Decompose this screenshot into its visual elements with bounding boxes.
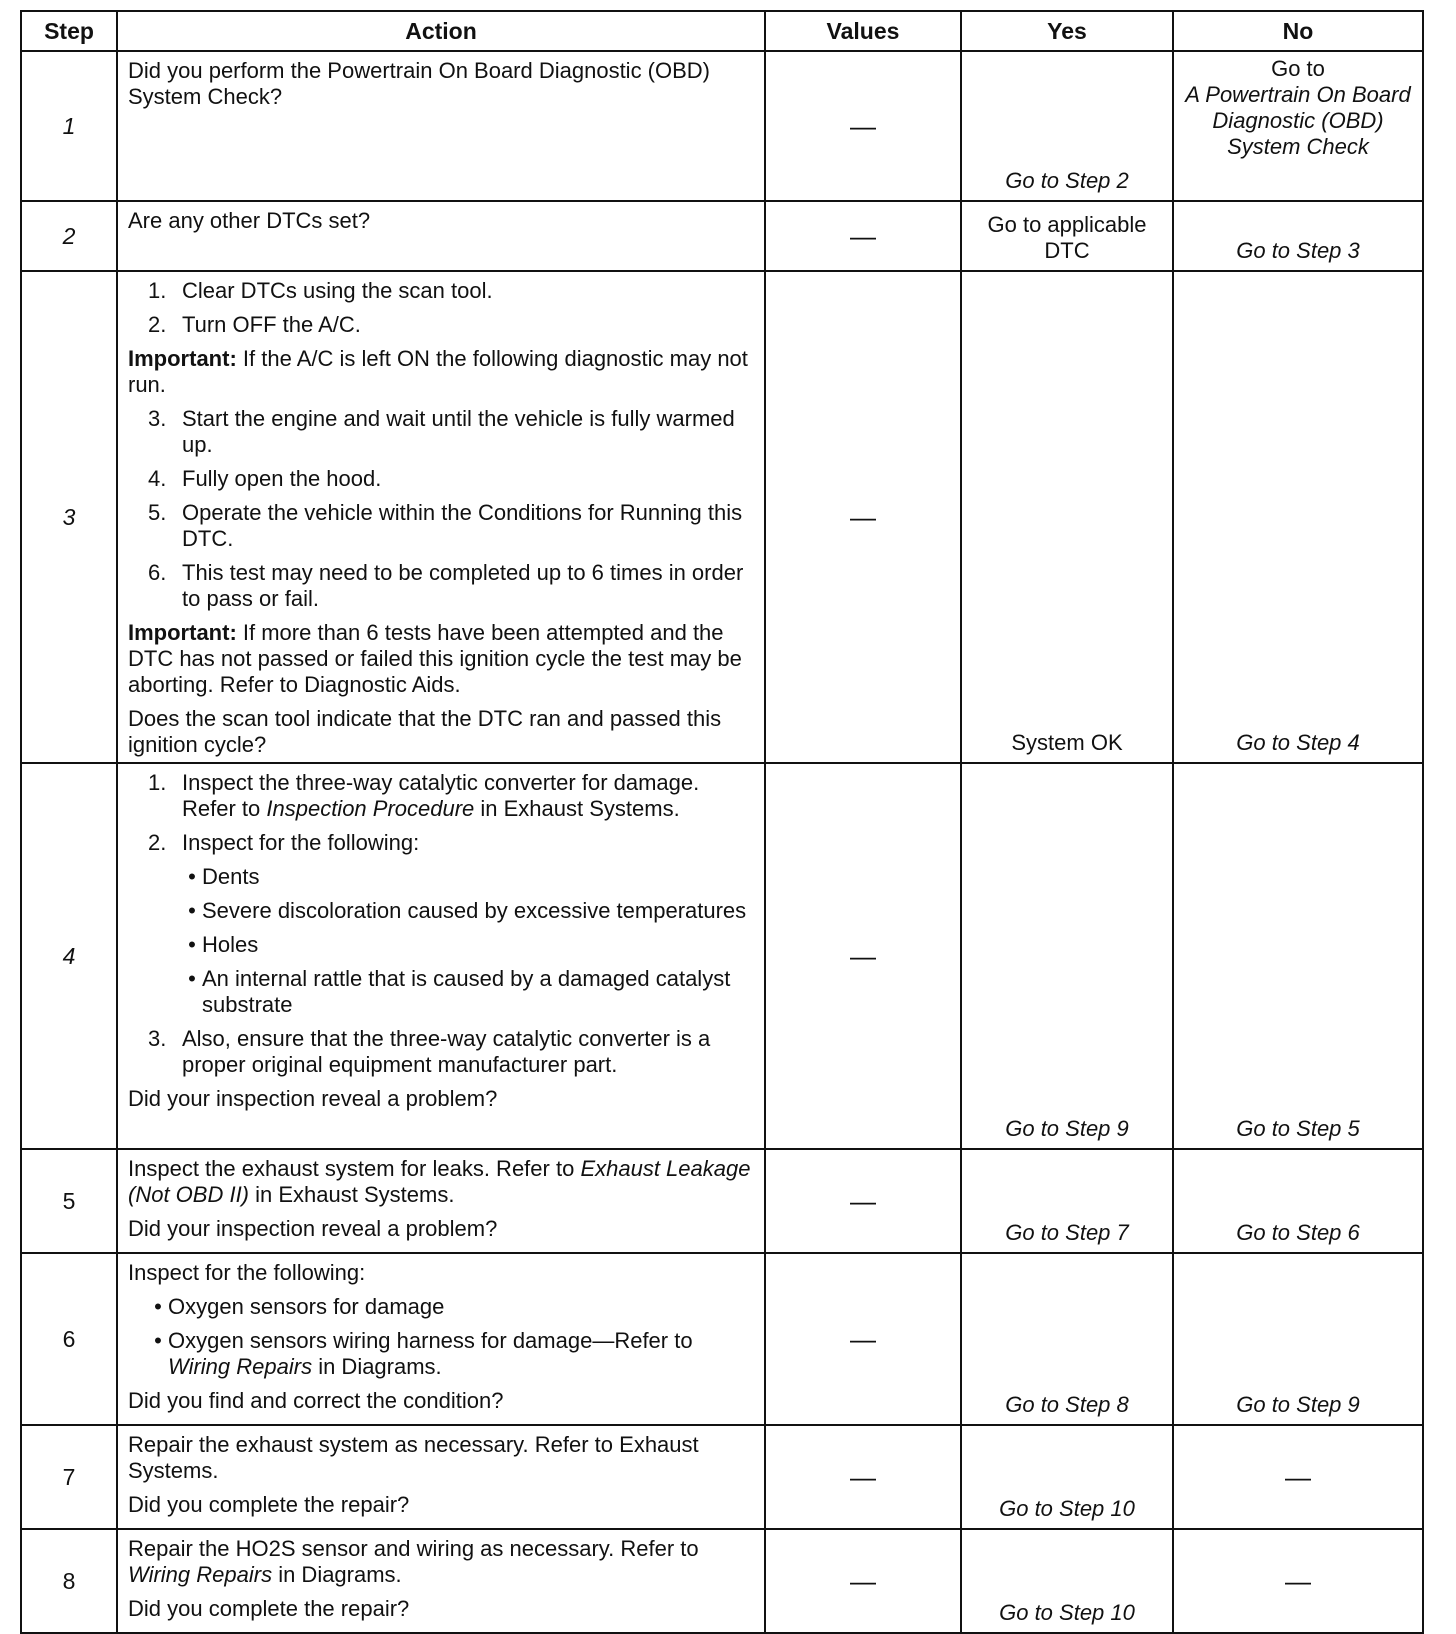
header-step: Step [21, 11, 117, 51]
action-question: Are any other DTCs set? [128, 208, 371, 233]
action-text: Repair the HO2S sensor and wiring as necessary. Refer to Wiring Repairs in Diagrams. [128, 1536, 699, 1587]
bullet-item: • Dents [188, 864, 260, 889]
no-link[interactable]: Go to Step 6 [1173, 1149, 1423, 1253]
numbered-item: 2. Turn OFF the A/C. [148, 312, 361, 337]
diagnostic-table-page [20, 10, 1422, 1625]
action-cell [117, 763, 765, 1149]
step-number: 4 [21, 763, 117, 1149]
inspection-procedure-link[interactable]: Inspection Procedure [266, 796, 475, 821]
values-cell: — [765, 1425, 961, 1529]
step-number: 3 [21, 271, 117, 763]
yes-link[interactable]: Go to Step 10 [961, 1529, 1173, 1633]
action-cell [117, 271, 765, 763]
no-link[interactable]: Go to Step 9 [1173, 1253, 1423, 1425]
step-number: 2 [21, 201, 117, 271]
header-yes: Yes [961, 11, 1173, 51]
step-number: 1 [21, 51, 117, 201]
action-cell [117, 1529, 765, 1633]
important-note: Important: If the A/C is left ON the following diagnostic may not run. [128, 346, 748, 397]
exhaust-leakage-link[interactable]: Exhaust Leakage (Not OBD II) [128, 1156, 751, 1207]
numbered-item: 3. Also, ensure that the three-way catalytic converter is a proper original equipment manufacturer part. [148, 1026, 711, 1077]
action-text: Inspect for the following: [128, 1260, 366, 1285]
action-question: Did your inspection reveal a problem? [128, 1216, 498, 1241]
step-number: 6 [21, 1253, 117, 1425]
bullet-item: • Severe discoloration caused by excessive temperatures [188, 898, 747, 923]
table-row [21, 51, 1423, 201]
no-link[interactable]: Go to Step 5 [1173, 763, 1423, 1149]
header-no: No [1173, 11, 1423, 51]
no-cell: — [1173, 1529, 1423, 1633]
action-question: Did you complete the repair? [128, 1492, 410, 1517]
header-row [21, 11, 1423, 51]
bullet-item: • Oxygen sensors for damage [154, 1294, 445, 1319]
action-cell [117, 1425, 765, 1529]
action-cell [117, 1149, 765, 1253]
no-goto-label: Go to [1271, 56, 1325, 81]
action-cell [117, 51, 765, 201]
table-row [21, 1529, 1423, 1633]
numbered-item: 6. This test may need to be completed up to 6 times in order to pass or fail. [148, 560, 744, 611]
action-question: Does the scan tool indicate that the DTC ran and passed this ignition cycle? [128, 706, 722, 757]
values-cell: — [765, 1149, 961, 1253]
yes-link[interactable]: Go to applicable DTC [961, 201, 1173, 271]
table-row [21, 271, 1423, 763]
yes-link[interactable]: System OK [961, 271, 1173, 763]
numbered-item: 1. Inspect the three-way catalytic converter for damage. Refer to Inspection Procedure in Exhaust Systems. [148, 770, 700, 821]
yes-link[interactable]: Go to Step 10 [961, 1425, 1173, 1529]
numbered-item: 4. Fully open the hood. [148, 466, 382, 491]
table-row [21, 201, 1423, 271]
yes-link[interactable]: Go to Step 9 [961, 763, 1173, 1149]
action-text: Inspect the exhaust system for leaks. Refer to Exhaust Leakage (Not OBD II) in Exhaust Systems. [128, 1156, 751, 1207]
no-link[interactable]: Go to Step 3 [1173, 201, 1423, 271]
action-question: Did you perform the Powertrain On Board Diagnostic (OBD) System Check? [128, 58, 711, 109]
action-cell [117, 201, 765, 271]
bullet-item: • An internal rattle that is caused by a damaged catalyst substrate [188, 966, 731, 1017]
table-row [21, 1149, 1423, 1253]
action-cell [117, 1253, 765, 1425]
table-row [21, 1253, 1423, 1425]
yes-link[interactable]: Go to Step 2 [961, 51, 1173, 201]
step-number: 7 [21, 1425, 117, 1529]
no-link[interactable]: Go to Step 4 [1173, 271, 1423, 763]
table-row [21, 763, 1423, 1149]
important-note: Important: If more than 6 tests have been attempted and the DTC has not passed or failed this ignition cycle the test may be aborting. Refer to Diagnostic Aids. [128, 620, 742, 697]
numbered-item: 2. Inspect for the following: [148, 830, 420, 855]
yes-link[interactable]: Go to Step 7 [961, 1149, 1173, 1253]
table-row [21, 1425, 1423, 1529]
step-number: 5 [21, 1149, 117, 1253]
header-action: Action [117, 11, 765, 51]
numbered-item: 5. Operate the vehicle within the Conditions for Running this DTC. [148, 500, 743, 551]
values-cell: — [765, 1529, 961, 1633]
no-cell: — [1173, 1425, 1423, 1529]
values-cell: — [765, 271, 961, 763]
no-link[interactable]: A Powertrain On Board Diagnostic (OBD) System Check [1185, 82, 1411, 159]
wiring-repairs-link[interactable]: Wiring Repairs [128, 1562, 273, 1587]
values-cell: — [765, 51, 961, 201]
step-number: 8 [21, 1529, 117, 1633]
numbered-item: 1. Clear DTCs using the scan tool. [148, 278, 493, 303]
diagnostic-table [20, 10, 1424, 1634]
no-cell[interactable] [1173, 51, 1423, 201]
wiring-repairs-link[interactable]: Wiring Repairs [168, 1354, 313, 1379]
values-cell: — [765, 1253, 961, 1425]
values-cell: — [765, 763, 961, 1149]
action-text: Repair the exhaust system as necessary. Refer to Exhaust Systems. [128, 1432, 699, 1483]
action-question: Did your inspection reveal a problem? [128, 1086, 498, 1111]
yes-link[interactable]: Go to Step 8 [961, 1253, 1173, 1425]
bullet-item: • Oxygen sensors wiring harness for damage—Refer to Wiring Repairs in Diagrams. [154, 1328, 693, 1379]
header-values: Values [765, 11, 961, 51]
action-question: Did you complete the repair? [128, 1596, 410, 1621]
bullet-item: • Holes [188, 932, 259, 957]
action-question: Did you find and correct the condition? [128, 1388, 504, 1413]
numbered-item: 3. Start the engine and wait until the vehicle is fully warmed up. [148, 406, 735, 457]
values-cell: — [765, 201, 961, 271]
